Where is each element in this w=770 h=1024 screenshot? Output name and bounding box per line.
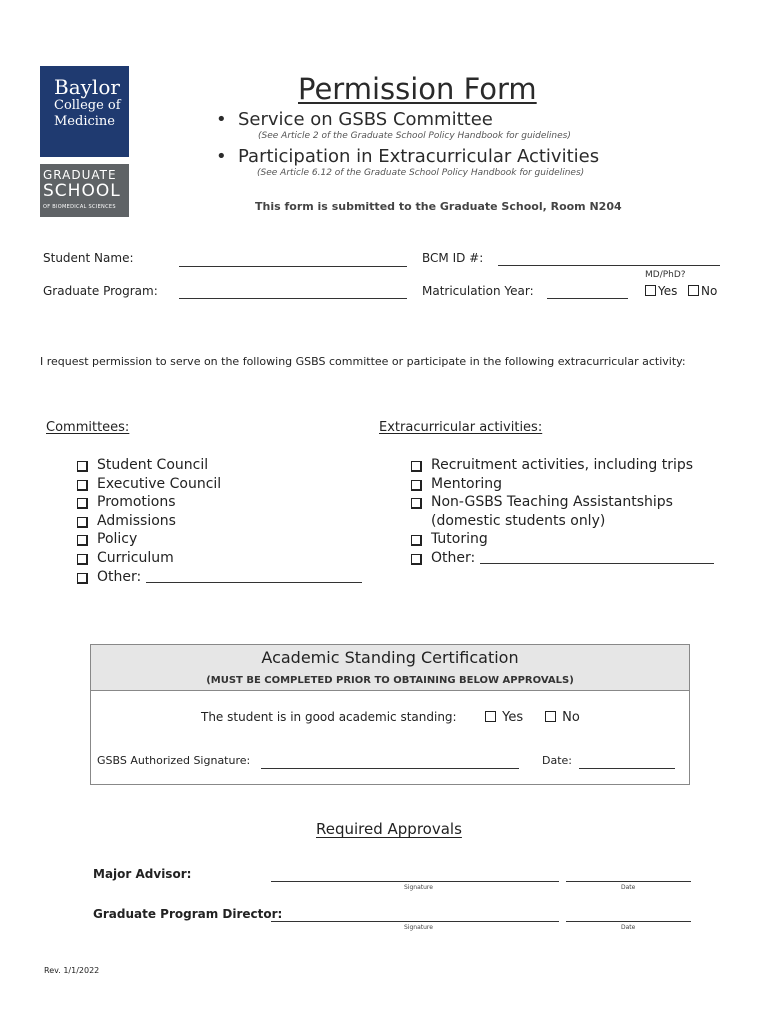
- academic-standing-box: [90, 644, 690, 785]
- checkbox-icon[interactable]: [411, 535, 422, 546]
- committee-promotions[interactable]: Promotions: [75, 493, 362, 512]
- major-advisor-date-caption: Date: [621, 884, 636, 891]
- graduate-school-logo: [40, 164, 129, 217]
- certification-title: Academic Standing Certification: [261, 648, 519, 667]
- activity-teaching-assistantships-note: (domestic students only): [431, 512, 606, 529]
- page-title: Permission Form: [298, 72, 537, 106]
- standing-no-checkbox[interactable]: [545, 711, 556, 722]
- graduate-program-label: Graduate Program:: [43, 284, 158, 298]
- note-article-2: (See Article 2 of the Graduate School Policy Handbook for guidelines): [258, 131, 571, 141]
- graduate-program-field[interactable]: [179, 298, 407, 299]
- required-approvals-heading: Required Approvals: [316, 820, 462, 838]
- standing-no-option[interactable]: [545, 710, 580, 725]
- revision-date: Rev. 1/1/2022: [44, 966, 100, 975]
- checkbox-icon[interactable]: [411, 461, 422, 472]
- mdphd-yes-label: Yes: [658, 284, 678, 298]
- checkbox-icon[interactable]: [77, 480, 88, 491]
- mdphd-yes-option[interactable]: [645, 284, 677, 298]
- mdphd-no-option[interactable]: [688, 284, 717, 298]
- request-statement: I request permission to serve on the following GSBS committee or participate in the following extracurricular activity:: [40, 355, 686, 368]
- major-advisor-signature-caption: Signature: [404, 884, 433, 891]
- program-director-date-field[interactable]: [566, 921, 691, 922]
- activity-other[interactable]: Other:: [409, 549, 714, 568]
- checkbox-icon[interactable]: [77, 535, 88, 546]
- standing-yes-option[interactable]: [485, 710, 523, 725]
- certification-date-label: Date:: [542, 754, 572, 767]
- submission-note: This form is submitted to the Graduate School, Room N204: [255, 200, 622, 213]
- committee-curriculum[interactable]: Curriculum: [75, 549, 362, 568]
- logo-line-baylor: Baylor: [54, 75, 120, 99]
- committee-other-field[interactable]: [146, 570, 362, 583]
- standing-no-label: No: [562, 710, 580, 725]
- bullet-extracurricular: • Participation in Extracurricular Activities: [238, 146, 599, 167]
- checkbox-icon[interactable]: [411, 480, 422, 491]
- bcm-id-field[interactable]: [498, 265, 720, 266]
- logo-school: SCHOOL: [43, 181, 121, 201]
- bcm-logo: [40, 66, 129, 157]
- note-article-6-12: (See Article 6.12 of the Graduate School Policy Handbook for guidelines): [257, 168, 585, 178]
- good-standing-statement: The student is in good academic standing:: [201, 710, 457, 724]
- logo-line-college: College of: [54, 98, 121, 113]
- checkbox-icon[interactable]: [77, 554, 88, 565]
- major-advisor-signature-field[interactable]: [271, 881, 559, 882]
- major-advisor-date-field[interactable]: [566, 881, 691, 882]
- student-name-label: Student Name:: [43, 251, 134, 265]
- checkbox-icon[interactable]: [77, 461, 88, 472]
- activity-teaching-assistantships[interactable]: Non-GSBS Teaching Assistantships: [409, 493, 714, 512]
- committee-admissions[interactable]: Admissions: [75, 512, 362, 531]
- extracurricular-list: [409, 456, 714, 568]
- committee-policy[interactable]: Policy: [75, 530, 362, 549]
- program-director-label: Graduate Program Director:: [93, 907, 283, 921]
- mdphd-no-checkbox[interactable]: [688, 285, 699, 296]
- standing-yes-label: Yes: [502, 710, 524, 725]
- bullet-committee-service: • Service on GSBS Committee: [238, 109, 493, 130]
- certification-subtitle: (MUST BE COMPLETED PRIOR TO OBTAINING BELOW APPROVALS): [206, 675, 574, 686]
- gsbs-signature-field[interactable]: [261, 768, 519, 769]
- logo-line-medicine: Medicine: [54, 114, 115, 129]
- committees-list: [75, 456, 362, 586]
- student-name-field[interactable]: [179, 266, 407, 267]
- activity-tutoring[interactable]: Tutoring: [409, 530, 714, 549]
- checkbox-icon[interactable]: [77, 498, 88, 509]
- extracurricular-heading: Extracurricular activities:: [379, 420, 543, 435]
- activity-other-field[interactable]: [480, 551, 714, 564]
- mdphd-no-label: No: [701, 284, 718, 298]
- checkbox-icon[interactable]: [77, 573, 88, 584]
- mdphd-yes-checkbox[interactable]: [645, 285, 656, 296]
- checkbox-icon[interactable]: [411, 554, 422, 565]
- activity-recruitment[interactable]: Recruitment activities, including trips: [409, 456, 714, 475]
- matriculation-year-field[interactable]: [547, 298, 628, 299]
- checkbox-icon[interactable]: [411, 498, 422, 509]
- certification-header: [91, 645, 689, 691]
- program-director-date-caption: Date: [621, 924, 636, 931]
- logo-biomedical: OF BIOMEDICAL SCIENCES: [43, 204, 116, 210]
- logo-graduate: GRADUATE: [43, 168, 117, 182]
- matriculation-year-label: Matriculation Year:: [422, 284, 534, 298]
- certification-date-field[interactable]: [579, 768, 675, 769]
- committee-other[interactable]: Other:: [75, 568, 362, 587]
- checkbox-icon[interactable]: [77, 517, 88, 528]
- committee-executive-council[interactable]: Executive Council: [75, 475, 362, 494]
- committees-heading: Committees:: [46, 420, 130, 435]
- program-director-signature-field[interactable]: [271, 921, 559, 922]
- committee-student-council[interactable]: Student Council: [75, 456, 362, 475]
- mdphd-label: MD/PhD?: [645, 270, 686, 280]
- program-director-signature-caption: Signature: [404, 924, 433, 931]
- major-advisor-label: Major Advisor:: [93, 867, 192, 881]
- standing-yes-checkbox[interactable]: [485, 711, 496, 722]
- bcm-id-label: BCM ID #:: [422, 251, 484, 265]
- gsbs-signature-label: GSBS Authorized Signature:: [97, 754, 251, 767]
- activity-mentoring[interactable]: Mentoring: [409, 475, 714, 494]
